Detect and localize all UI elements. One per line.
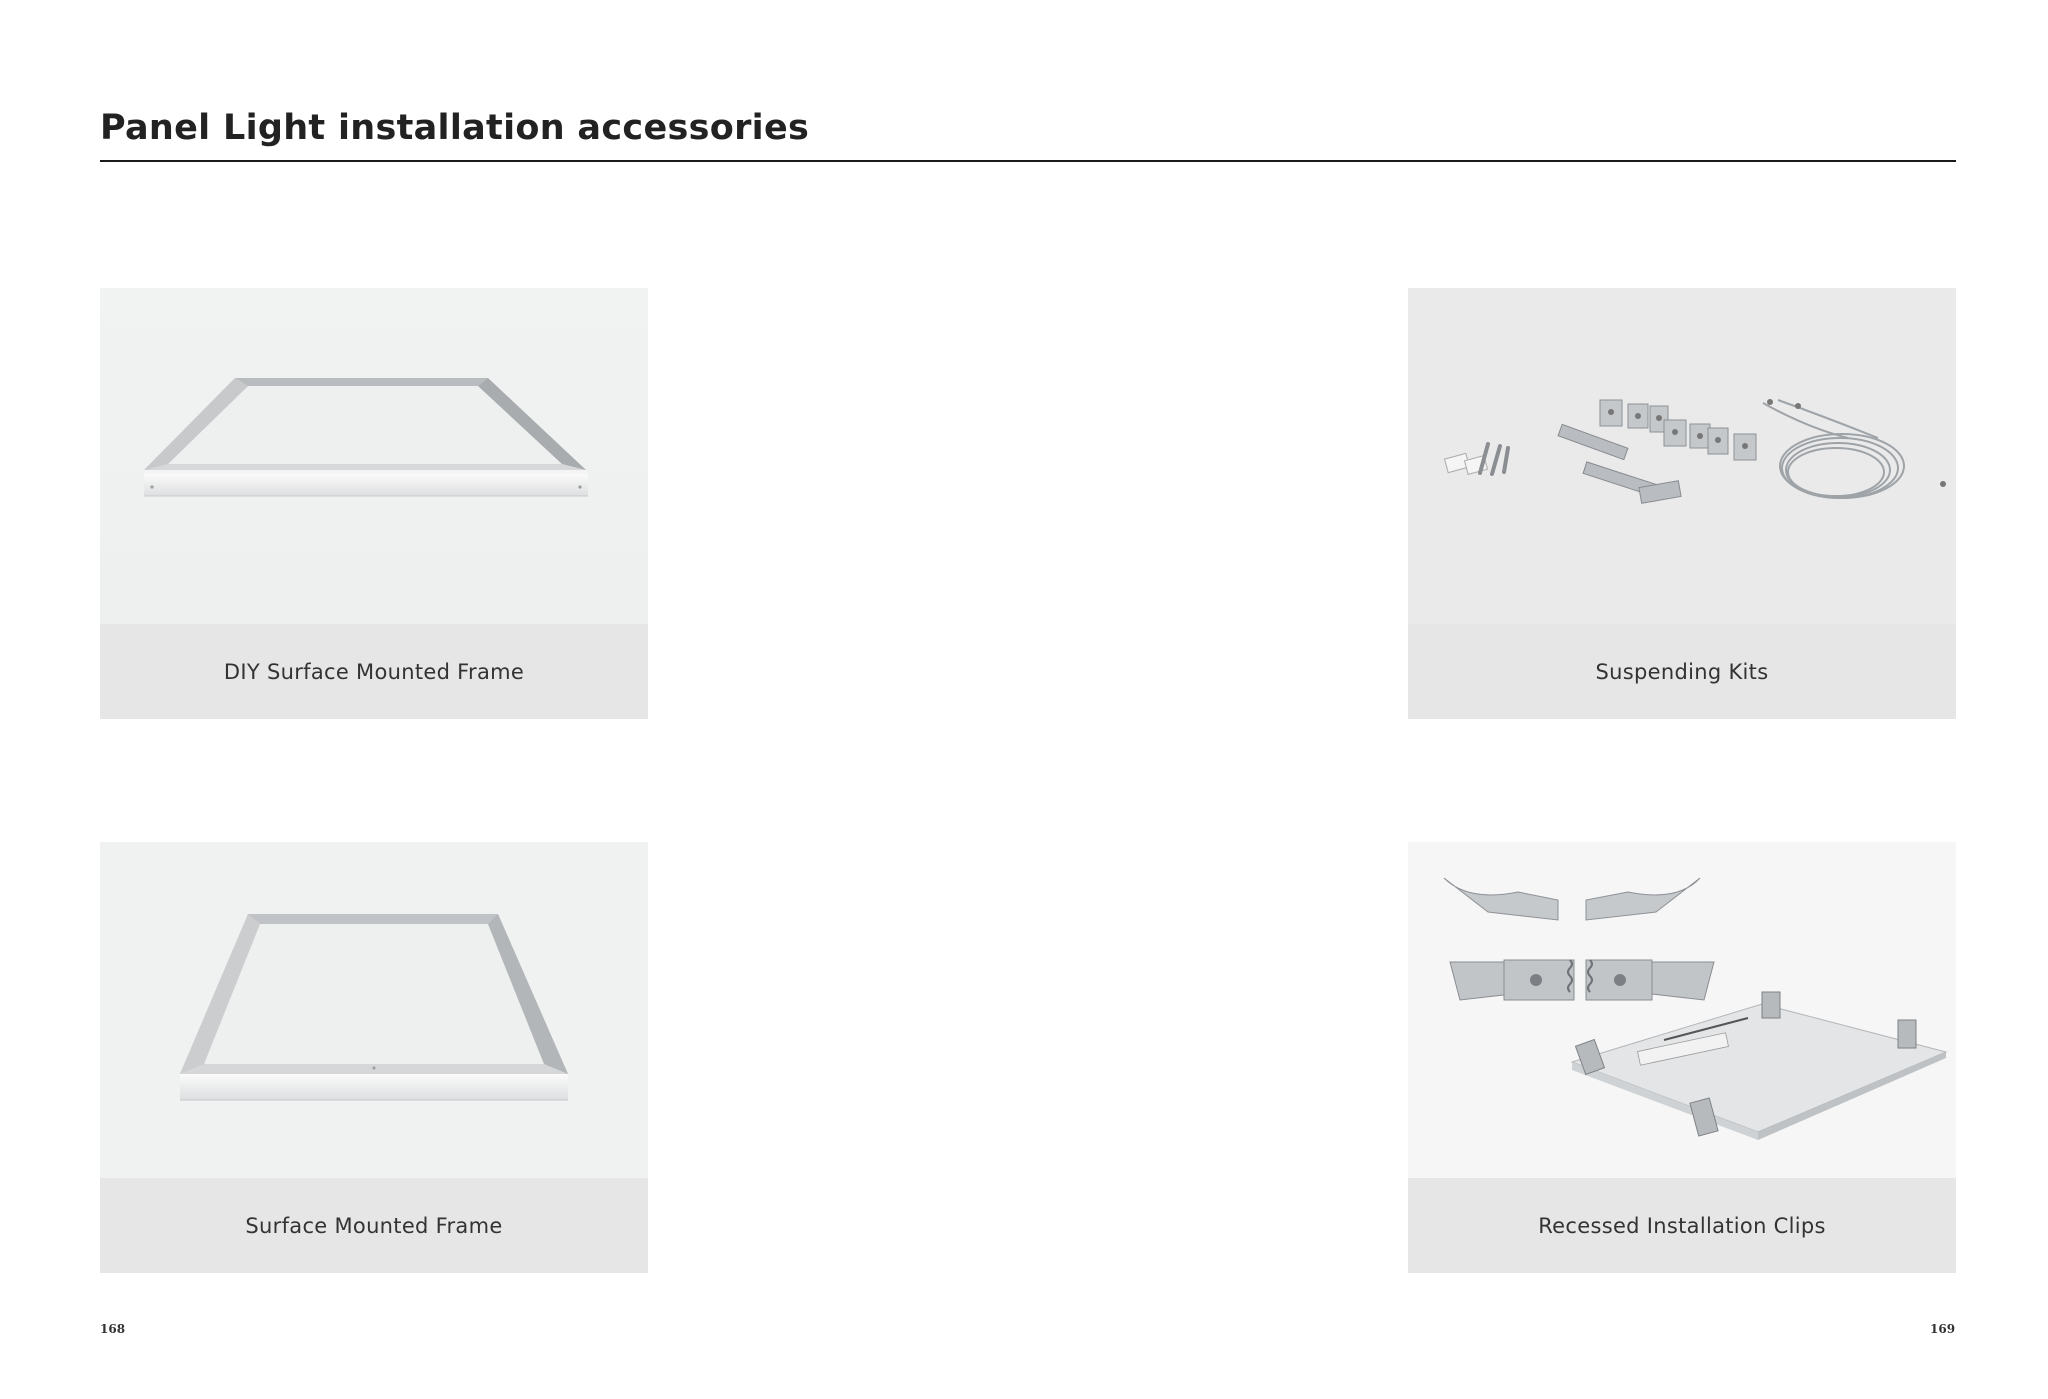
product-caption: Recessed Installation Clips	[1538, 1213, 1826, 1238]
title-rule	[100, 160, 1956, 162]
product-card-diy-surface-mounted-frame	[100, 288, 648, 719]
page-number-right: 169	[1930, 1322, 1956, 1336]
page-title: Panel Light installation accessories	[100, 108, 810, 148]
product-card-surface-mounted-frame	[100, 842, 648, 1273]
product-caption: Surface Mounted Frame	[245, 1213, 503, 1238]
diy-frame-photo	[100, 288, 648, 624]
page-number-left: 168	[100, 1322, 126, 1336]
surface-frame-photo	[100, 842, 648, 1178]
product-caption: DIY Surface Mounted Frame	[223, 659, 525, 684]
product-card-recessed-installation-clips	[1408, 842, 1956, 1273]
suspending-kits-photo	[1408, 288, 1956, 624]
product-card-suspending-kits	[1408, 288, 1956, 719]
recessed-clips-photo	[1408, 842, 1956, 1178]
product-caption: Suspending Kits	[1595, 659, 1769, 684]
